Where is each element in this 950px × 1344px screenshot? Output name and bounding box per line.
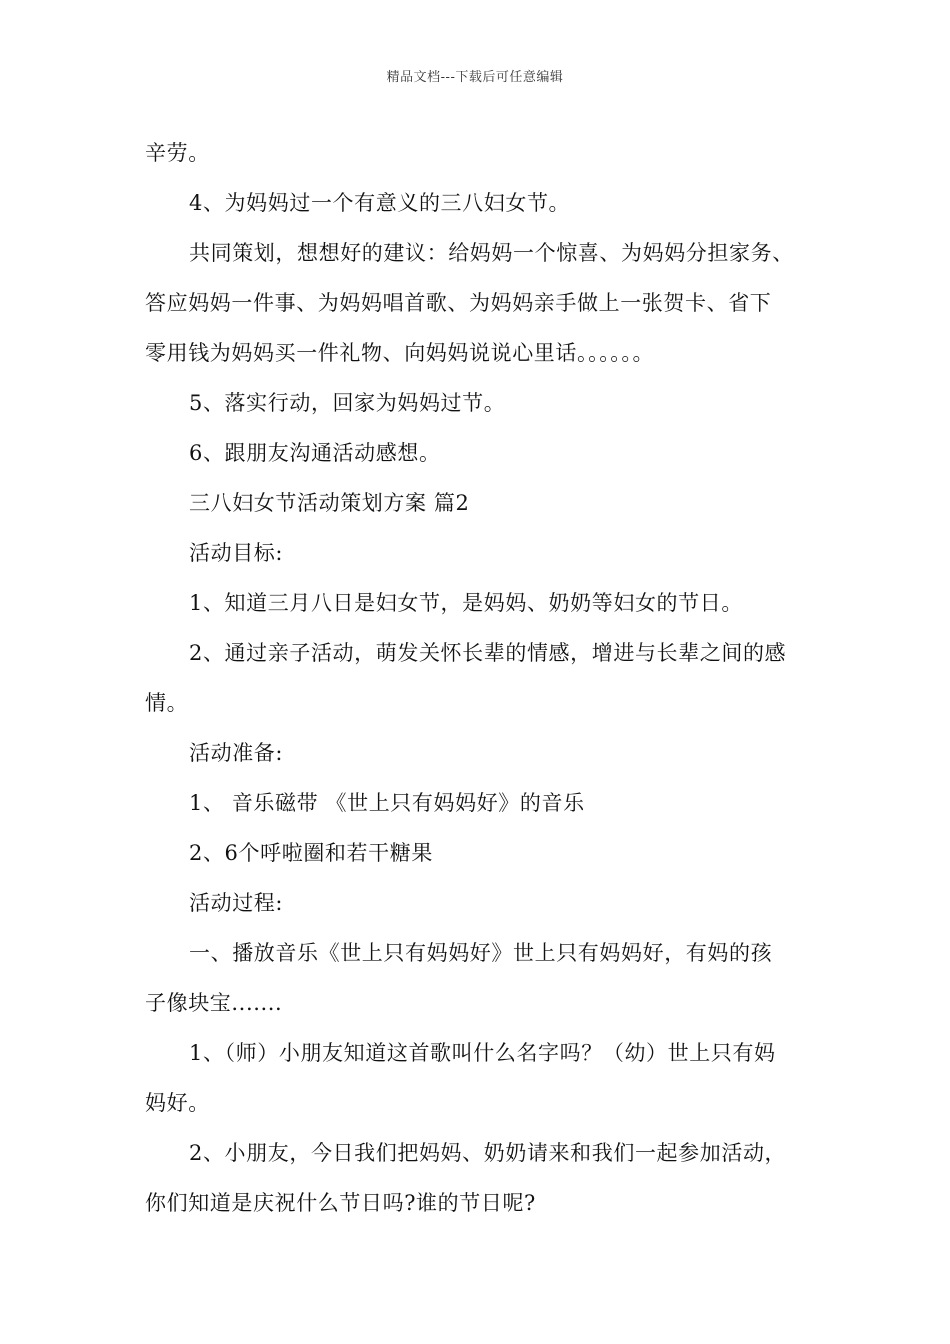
text-line: 你们知道是庆祝什么节日吗?谁的节日呢? [145, 1191, 536, 1215]
text-line: 活动目标: [189, 541, 284, 565]
text-line: 2、通过亲子活动，萌发关怀长辈的情感，增进与长辈之间的感 [189, 641, 787, 665]
text-line: 活动过程: [189, 891, 284, 915]
text-line: 妈好。 [145, 1091, 210, 1115]
text-line: 6、跟朋友沟通活动感想。 [189, 441, 441, 465]
text-line: 情。 [145, 691, 189, 715]
text-line: 活动准备: [189, 741, 284, 765]
text-line: 2、小朋友，今日我们把妈妈、奶奶请来和我们一起参加活动， [189, 1141, 787, 1165]
document-body [145, 128, 825, 1228]
text-line: 1、知道三月八日是妇女节，是妈妈、奶奶等妇女的节日。 [189, 591, 743, 615]
text-line: 三八妇女节活动策划方案 篇2 [189, 491, 470, 515]
text-line: 子像块宝....... [145, 991, 283, 1015]
page-header: 精品文档---下载后可任意编辑 [386, 70, 564, 85]
text-line: 一、播放音乐《世上只有妈妈好》世上只有妈妈好，有妈的孩 [189, 941, 773, 965]
text-line: 1、 音乐磁带 《世上只有妈妈好》的音乐 [189, 791, 585, 815]
text-line: 答应妈妈一件事、为妈妈唱首歌、为妈妈亲手做上一张贺卡、省下 [145, 291, 772, 315]
text-line: 1、（师）小朋友知道这首歌叫什么名字吗？（幼）世上只有妈 [189, 1041, 776, 1065]
text-line: 4、为妈妈过一个有意义的三八妇女节。 [189, 191, 571, 215]
text-line: 共同策划，想想好的建议：给妈妈一个惊喜、为妈妈分担家务、 [189, 241, 794, 265]
text-line: 辛劳。 [145, 141, 210, 165]
text-line: 5、落实行动，回家为妈妈过节。 [189, 391, 506, 415]
text-line: 零用钱为妈妈买一件礼物、向妈妈说说心里话。。。。。。 [145, 341, 655, 365]
text-line: 2、6个呼啦圈和若干糖果 [189, 841, 433, 865]
